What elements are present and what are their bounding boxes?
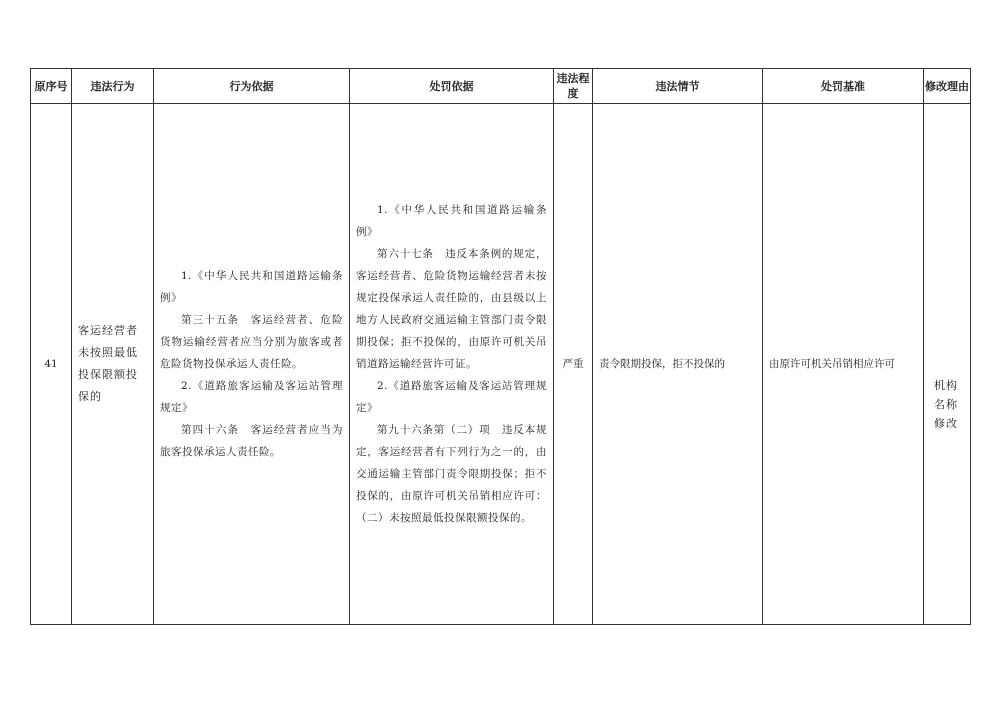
penalty-para: 第九十六条第（二）项 违反本规定，客运经营者有下列行为之一的，由交通运输主管部门责令限期投保；拒不投保的，由原许可机关吊销相应许可：（二）未按照最低投保限额投保的。	[356, 424, 547, 524]
penalty-table	[30, 68, 971, 625]
header-degree: 违法程度	[554, 69, 593, 104]
table-header-row	[31, 69, 971, 104]
basis-para: 1.《中华人民共和国道路运输条例》	[160, 270, 343, 304]
header-no: 原序号	[31, 69, 72, 104]
basis-para: 第三十五条 客运经营者、危险货物运输经营者应当分别为旅客或者危险货物投保承运人责任险。	[160, 314, 343, 370]
table-row	[31, 104, 971, 625]
header-reason: 修改理由	[924, 69, 971, 104]
basis-para: 第四十六条 客运经营者应当为旅客投保承运人责任险。	[160, 424, 343, 458]
cell-situation: 责令限期投保，拒不投保的	[593, 104, 763, 625]
cell-basis	[154, 104, 350, 625]
cell-standard: 由原许可机关吊销相应许可	[763, 104, 924, 625]
reason-text: 机构名称修改	[934, 378, 958, 430]
cell-no: 41	[31, 104, 72, 625]
header-penalty: 处罚依据	[350, 69, 554, 104]
penalty-para: 2.《道路旅客运输及客运站管理规定》	[356, 380, 547, 414]
header-basis: 行为依据	[154, 69, 350, 104]
cell-degree: 严重	[554, 104, 593, 625]
header-situation: 违法情节	[593, 69, 763, 104]
header-act: 违法行为	[72, 69, 154, 104]
cell-reason	[924, 104, 971, 625]
penalty-para: 第六十七条 违反本条例的规定，客运经营者、危险货物运输经营者未按规定投保承运人责任险的，由县级以上地方人民政府交通运输主管部门责令限期投保；拒不投保的，由原许可机关吊销道路运输经营许可证。	[356, 248, 547, 370]
header-standard: 处罚基准	[763, 69, 924, 104]
penalty-para: 1.《中华人民共和国道路运输条例》	[356, 204, 547, 238]
basis-para: 2.《道路旅客运输及客运站管理规定》	[160, 380, 343, 414]
cell-penalty	[350, 104, 554, 625]
cell-act: 客运经营者未按照最低投保限额投保的	[72, 104, 154, 625]
